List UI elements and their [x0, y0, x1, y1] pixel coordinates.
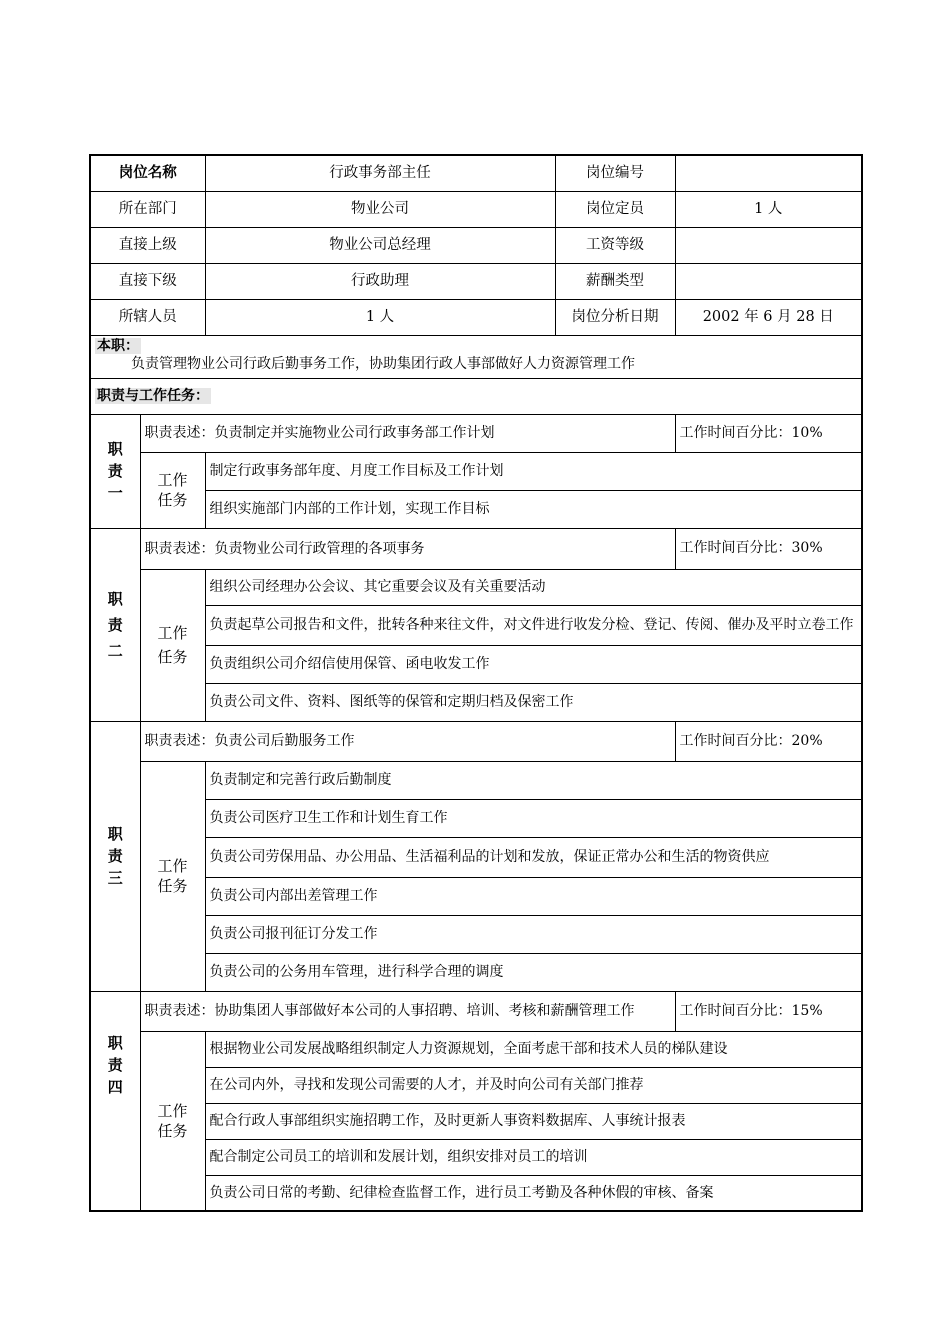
duty-4-task-2: 在公司内外，寻找和发现公司需要的人才，并及时向公司有关部门推荐 [205, 1067, 862, 1103]
task-row [90, 799, 862, 837]
task-row [90, 877, 862, 915]
task-row [90, 452, 862, 490]
duty-4-task-5: 负责公司日常的考勤、纪律检查监督工作，进行员工考勤及各种休假的审核、备案 [205, 1175, 862, 1211]
task-row [90, 605, 862, 645]
duty-2-time-percent: 工作时间百分比：30% [675, 528, 862, 569]
duty-1-name: 职责一 [90, 414, 140, 528]
value-position-code [675, 155, 862, 191]
duty-1-time-percent: 工作时间百分比：10% [675, 414, 862, 452]
task-row [90, 1031, 862, 1067]
duty-2-description: 职责表述：负责物业公司行政管理的各项事务 [140, 528, 675, 569]
task-row [90, 683, 862, 721]
duty-3-task-2: 负责公司医疗卫生工作和计划生育工作 [205, 799, 862, 837]
duty-4-task-label: 工作任务 [140, 1031, 205, 1211]
label-headcount: 岗位定员 [555, 191, 675, 227]
task-row [90, 837, 862, 877]
task-row [90, 915, 862, 953]
duty-2-task-2: 负责起草公司报告和文件，批转各种来往文件，对文件进行收发分检、登记、传阅、催办及平时立卷工作 [205, 605, 862, 645]
duty-1-task-1: 制定行政事务部年度、月度工作目标及工作计划 [205, 452, 862, 490]
value-department: 物业公司 [205, 191, 555, 227]
main-duty-row [90, 335, 862, 378]
header-row [90, 263, 862, 299]
job-description-table [89, 154, 863, 1212]
duty-3-task-label: 工作任务 [140, 761, 205, 991]
header-row [90, 299, 862, 335]
duty-4-name: 职责四 [90, 991, 140, 1211]
duty-1-task-2: 组织实施部门内部的工作计划，实现工作目标 [205, 490, 862, 528]
task-row [90, 953, 862, 991]
task-row [90, 1103, 862, 1139]
task-row [90, 1139, 862, 1175]
duty-3-task-6: 负责公司的公务用车管理，进行科学合理的调度 [205, 953, 862, 991]
task-row [90, 645, 862, 683]
label-direct-superior: 直接上级 [90, 227, 205, 263]
duties-title: 职责与工作任务： [90, 378, 862, 414]
duty-3-task-3: 负责公司劳保用品、办公用品、生活福利品的计划和发放，保证正常办公和生活的物资供应 [205, 837, 862, 877]
duty-2-task-4: 负责公司文件、资料、图纸等的保管和定期归档及保密工作 [205, 683, 862, 721]
duty-3-name: 职责三 [90, 721, 140, 991]
label-pay-type: 薪酬类型 [555, 263, 675, 299]
duty-3-time-percent: 工作时间百分比：20% [675, 721, 862, 761]
task-row [90, 569, 862, 605]
main-duty-text: 负责管理物业公司行政后勤事务工作，协助集团行政人事部做好人力资源管理工作 [131, 355, 635, 372]
duty-desc-row [90, 528, 862, 569]
duty-3-description: 职责表述：负责公司后勤服务工作 [140, 721, 675, 761]
label-position-code: 岗位编号 [555, 155, 675, 191]
label-staff-count: 所辖人员 [90, 299, 205, 335]
duty-4-task-4: 配合制定公司员工的培训和发展计划，组织安排对员工的培训 [205, 1139, 862, 1175]
main-duty-title: 本职： [97, 337, 139, 354]
duty-2-name: 职责二 [90, 528, 140, 721]
duty-2-task-3: 负责组织公司介绍信使用保管、函电收发工作 [205, 645, 862, 683]
task-row [90, 761, 862, 799]
duty-desc-row [90, 991, 862, 1031]
label-direct-subordinate: 直接下级 [90, 263, 205, 299]
label-analysis-date: 岗位分析日期 [555, 299, 675, 335]
duty-3-task-4: 负责公司内部出差管理工作 [205, 877, 862, 915]
duty-4-time-percent: 工作时间百分比：15% [675, 991, 862, 1031]
duty-3-task-1: 负责制定和完善行政后勤制度 [205, 761, 862, 799]
duty-desc-row [90, 721, 862, 761]
duty-4-task-1: 根据物业公司发展战略组织制定人力资源规划，全面考虑干部和技术人员的梯队建设 [205, 1031, 862, 1067]
value-position-name: 行政事务部主任 [205, 155, 555, 191]
task-row [90, 1067, 862, 1103]
value-salary-grade [675, 227, 862, 263]
label-department: 所在部门 [90, 191, 205, 227]
duty-4-description: 职责表述：协助集团人事部做好本公司的人事招聘、培训、考核和薪酬管理工作 [140, 991, 675, 1031]
label-salary-grade: 工资等级 [555, 227, 675, 263]
value-direct-subordinate: 行政助理 [205, 263, 555, 299]
task-row [90, 1175, 862, 1211]
value-staff-count: 1 人 [205, 299, 555, 335]
task-row [90, 490, 862, 528]
duty-desc-row [90, 414, 862, 452]
value-direct-superior: 物业公司总经理 [205, 227, 555, 263]
duty-1-description: 职责表述：负责制定并实施物业公司行政事务部工作计划 [140, 414, 675, 452]
header-row [90, 191, 862, 227]
header-row [90, 155, 862, 191]
duty-2-task-1: 组织公司经理办公会议、其它重要会议及有关重要活动 [205, 569, 862, 605]
duty-3-task-5: 负责公司报刊征订分发工作 [205, 915, 862, 953]
label-position-name: 岗位名称 [90, 155, 205, 191]
value-pay-type [675, 263, 862, 299]
job-description-sheet [89, 154, 861, 1212]
duties-title-row [90, 378, 862, 414]
duty-1-task-label: 工作任务 [140, 452, 205, 528]
main-duty-cell [90, 335, 862, 378]
header-row [90, 227, 862, 263]
duty-2-task-label: 工作任务 [140, 569, 205, 721]
value-analysis-date: 2002 年 6 月 28 日 [675, 299, 862, 335]
duty-4-task-3: 配合行政人事部组织实施招聘工作，及时更新人事资料数据库、人事统计报表 [205, 1103, 862, 1139]
value-headcount: 1 人 [675, 191, 862, 227]
